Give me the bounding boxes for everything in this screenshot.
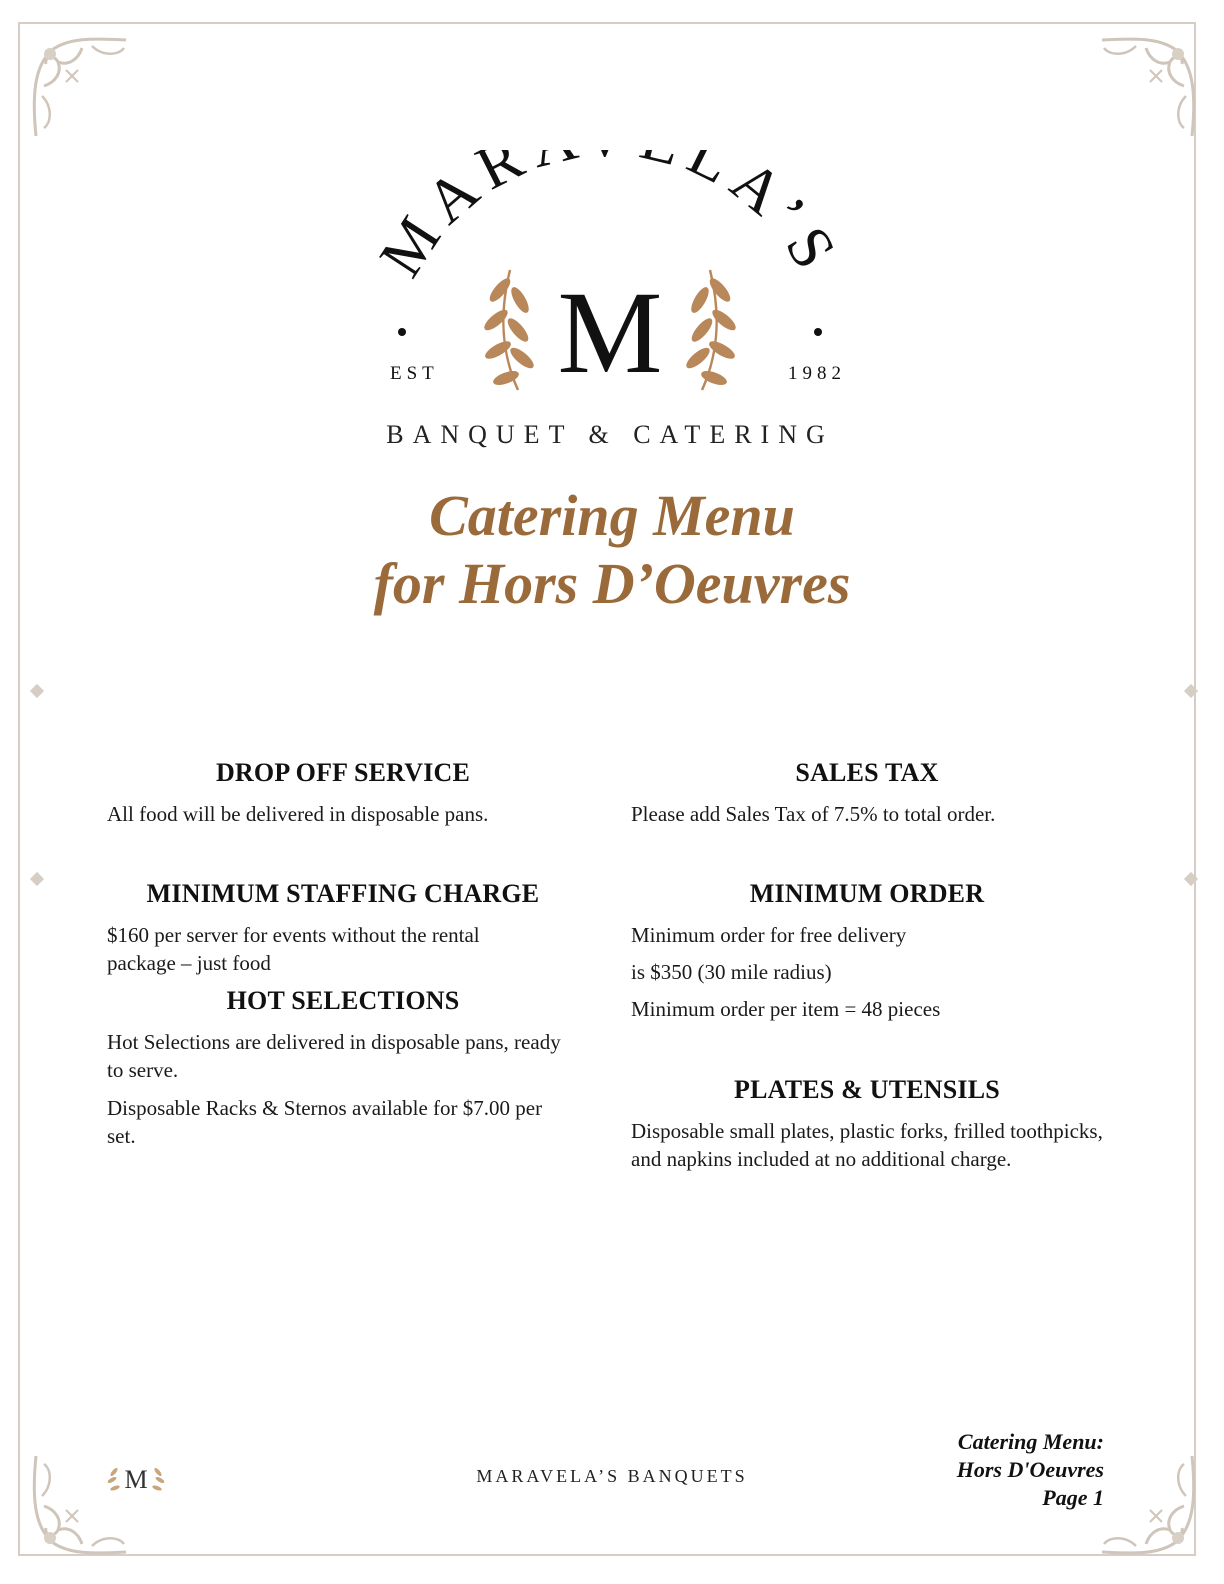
logo-monogram: M — [557, 267, 663, 398]
footer-page-line-1: Catering Menu: — [957, 1429, 1104, 1454]
section-body: Minimum order for free delivery — [631, 923, 907, 947]
section-body: Disposable small plates, plastic forks, frilled toothpicks, and napkins included at no additional charge. — [631, 1119, 1103, 1171]
left-laurel-icon — [482, 270, 536, 390]
section-body: Disposable Racks & Sternos available for $7.00 per set. — [107, 1096, 543, 1148]
section-heading: MINIMUM STAFFING CHARGE — [146, 879, 540, 908]
corner-ornament-bottom-right — [1086, 1446, 1206, 1566]
brand-logo — [360, 150, 860, 460]
title-line-1: Catering Menu — [429, 483, 795, 548]
logo-tagline: BANQUET & CATERING — [386, 420, 834, 449]
corner-ornament-top-left — [22, 26, 142, 146]
logo-name-arc: MAR LA’S — [366, 150, 854, 289]
section-heading: HOT SELECTIONS — [226, 986, 460, 1015]
section-drop-off-service — [107, 758, 579, 828]
section-body: Please add Sales Tax of 7.5% to total order. — [631, 802, 996, 826]
section-body: All food will be delivered in disposable pans. — [107, 802, 489, 826]
section-minimum-order — [631, 879, 1103, 1023]
section-sales-tax — [631, 758, 1103, 828]
section-body: is $350 (30 mile radius) — [631, 960, 832, 984]
section-body: Minimum order per item = 48 pieces — [631, 997, 941, 1021]
logo-est-label: EST — [390, 363, 439, 384]
footer-monogram: M — [124, 1465, 148, 1494]
footer-page-line-2: Hors D'Oeuvres — [956, 1457, 1104, 1482]
page-title — [0, 482, 1224, 618]
corner-ornament-top-right — [1086, 26, 1206, 146]
footer-brand: MARAVELA’S BANQUETS — [476, 1466, 748, 1486]
section-plates-utensils — [631, 1075, 1103, 1173]
section-body: $160 per server for events without the rental package – just food — [107, 923, 480, 975]
title-line-2: for Hors D’Oeuvres — [373, 551, 851, 616]
section-heading: SALES TAX — [795, 758, 939, 787]
section-minimum-staffing-charge — [107, 879, 579, 977]
section-body: Hot Selections are delivered in disposable pans, ready to serve. — [107, 1030, 561, 1082]
footer-page-number: Page 1 — [1042, 1485, 1104, 1510]
section-heading: DROP OFF SERVICE — [215, 758, 471, 787]
footer-page-label — [957, 1428, 1104, 1512]
section-heading: PLATES & UTENSILS — [734, 1075, 1000, 1104]
right-laurel-icon — [684, 270, 738, 390]
section-hot-selections — [107, 986, 579, 1150]
section-heading: MINIMUM ORDER — [749, 879, 985, 908]
logo-est-year: 1982 — [788, 363, 846, 384]
